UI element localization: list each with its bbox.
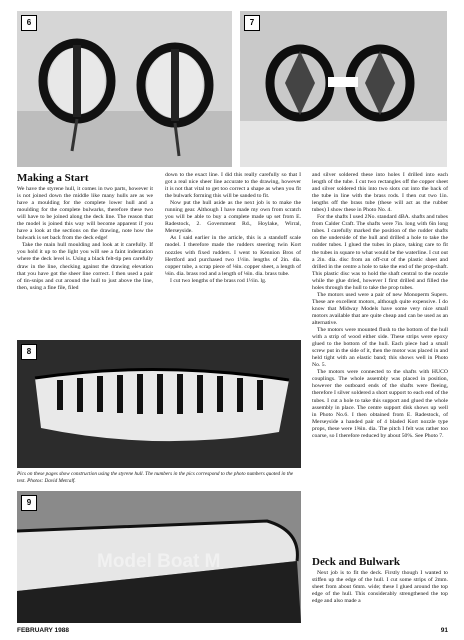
paragraph: and silver soldered these into holes I drilled into each length of the tube. I cut two rectangles off the copper sheet and silver soldered this into two slots cut into the back of the tube in line with the brass rods. I then cut two 1in. lengths off the brass tube (these will act as the rubber tubes) I show these in Photo No. 4. bbox=[312, 172, 448, 214]
kort-nozzles-image bbox=[17, 11, 232, 167]
hull-image bbox=[17, 340, 301, 468]
article-column-3-deck bbox=[312, 556, 448, 622]
paragraph: As I said earlier in the article, this is a standoff scale model. I therefore made the rudders steering twin Kort nozzles with fixed rudders. I went to Kennion Bros of Hertford and purchased two 1½in. lengths of 2in. dia. copper tube, a scrap piece of ⅛in. copper sheet, a length of ⅛in. dia. brass rod and a length of ⅛in. dia. brass tube. bbox=[165, 235, 301, 277]
photo-number-8: 8 bbox=[21, 344, 37, 360]
heading-deck-and-bulwark: Deck and Bulwark bbox=[312, 556, 401, 568]
paragraph: The motors were connected to the shafts with HUCO couplings. The whole assembly was placed in position, however the outboard ends of the shafts were fleeing, therefore I silver soldered a short support to each end of the tubes. I cut a hole to take this support and glued the whole assembly in place. The centre support disk shows up well in Photo No.6. I then obtained from E. Radestock, of Merseyside a handed pair of 4 bladed Kort nozzle type props, these were 1⅝in. dia. The pitch I felt was rather too coarse, so I therefore reduced by about 50%. See Photo 7. bbox=[312, 369, 448, 439]
photo-number-6: 6 bbox=[21, 15, 37, 31]
article-column-2 bbox=[165, 172, 301, 335]
paragraph: Now put the hull aside as the next job is to make the running gear. Although I have made my own from scratch you will be able to buy a complete made up set from E. Radestock, 2. Government Rd., Hoylake, Wirral, Merseyside. bbox=[165, 200, 301, 235]
paragraph: Take the main hull moulding and look at it carefully. If you hold it up to the light you will see a faint indentation where the deck level is. Using a black felt-tip pen carefully draw in the line, checking against the drawing elevation that you have got the sheer line correct. I then used a pair of tin-snips and cut around the hull to just above the line, then, using a fine file, filed bbox=[17, 242, 153, 291]
article-column-1 bbox=[17, 172, 153, 335]
photo-7 bbox=[240, 11, 447, 167]
photo-6 bbox=[17, 11, 232, 167]
paragraph: The motors used were a pair of new Monoperm Supers. These are excellent motors, although quite expensive. I do know that Midway Models have some very nice small motors available that are quite cheap and can be used as an alternative. bbox=[312, 291, 448, 326]
photo-9 bbox=[17, 491, 301, 623]
page-number: 91 bbox=[440, 627, 448, 634]
paragraph: We have the styrene hull, it comes in two parts, however it is not joined down the middle like many hulls are as we have a moulding for the complete lower hull and a moulding for the complete bulwarks, therefore these two will have to be joined along the deck line. The reason that the model is joined this way will become apparent if you have a look at the sections on the drawing, note how the bulwark is set back from the deck edge! bbox=[17, 186, 153, 242]
watermark: Model Boat M bbox=[97, 551, 221, 572]
photo-number-9: 9 bbox=[21, 495, 37, 511]
article-column-3 bbox=[312, 172, 448, 553]
photo-number-7: 7 bbox=[244, 15, 260, 31]
photo-caption: Pics on these pages show construction using the styrene hull. The numbers in the pics correspond to the photo numbers quoted in the text. Photos: David Metcalf. bbox=[17, 471, 294, 484]
paragraph: down to the exact line. I did this really carefully so that I got a real nice sheer line accurate to the drawing, however it is not that vital to get too correct a shape as when you fit the bulwark forming this will be sanded to fit. bbox=[165, 172, 301, 200]
paragraph: The motors were mounted flush to the bottom of the hull with a strip of wood either side. These strips were epoxy glued to the bottom of the hull. Each piece had a small screw put in the side of it, then the motor was placed in and held tight with an elastic band; this shows well in Photo No. 5. bbox=[312, 327, 448, 369]
paragraph: For the shafts I used 2No. standard 4BA. shafts and tubes from Calder Craft. The shafts were 7in. long with 6in long tubes. I carefully marked the position of the rudder shafts on the underside of the hull and drilled a hole to take the rudder tubes. I glued the tubes in place, taking care to fit the tubes in square to what would be the waterline. I cut out a 2in. dia. disc from an off-cut of the plastic sheet and drilled in the centre a hole to take the end of the prop-shaft. This plastic disc was to hold the shaft central to the nozzle while the glue dried, however I first drilled and filled the holes through the hull to take the prop tubes. bbox=[312, 214, 448, 291]
heading-making-a-start: Making a Start bbox=[17, 172, 89, 184]
footer-date: FEBRUARY 1988 bbox=[17, 627, 70, 634]
photo-8 bbox=[17, 340, 301, 468]
paragraph: I cut two lengths of the brass rod 1½in. lg. bbox=[170, 277, 267, 284]
props-nozzles-image bbox=[240, 11, 447, 167]
paragraph: Next job is to fit the deck. Firstly though I wanted to stiffen up the edge of the hull. I cut some strips of 2mm. sheet from about 6mm. wide; these I glued around the top edge of the hull. This considerably strengthened the top edge and also made a bbox=[312, 570, 448, 605]
